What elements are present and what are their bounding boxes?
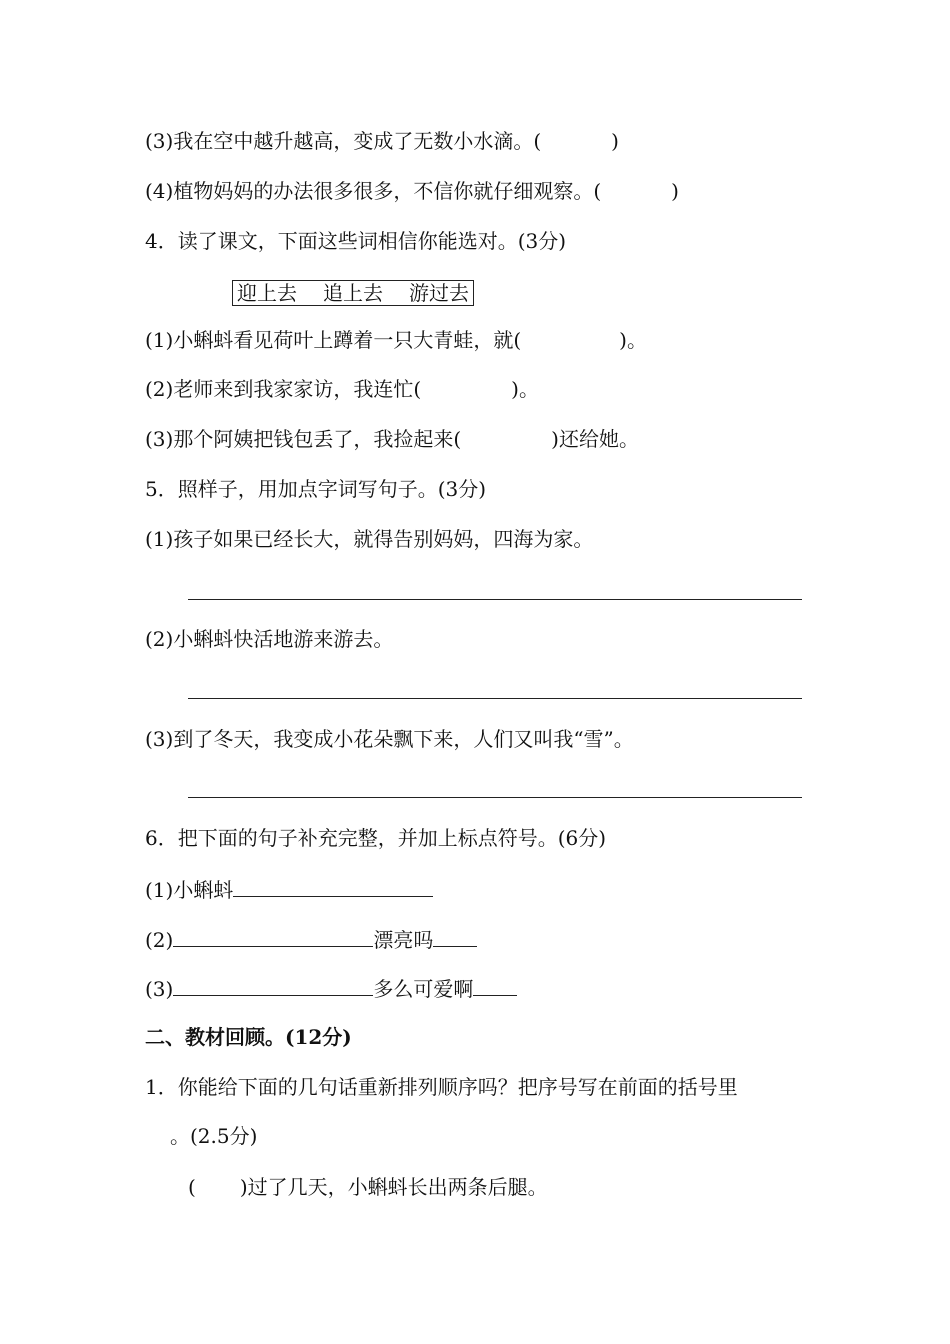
q6-item-1-blank[interactable] <box>233 874 433 897</box>
q6-item-2-punct-blank[interactable] <box>433 924 477 947</box>
q3-item-3-text: (3)我在空中越升越高，变成了无数小水滴。( <box>145 129 542 153</box>
q3-item-4: (4)植物妈妈的办法很多很多，不信你就仔细观察。( ) <box>145 179 679 203</box>
q4-item-3: (3)那个阿姨把钱包丢了，我捡起来( )还给她。 <box>145 427 639 451</box>
q3-item-3: (3)我在空中越升越高，变成了无数小水滴。( ) <box>145 129 619 153</box>
q5-answer-line-3[interactable] <box>188 797 802 798</box>
section-2-q1-line-1: 1．你能给下面的几句话重新排列顺序吗？把序号写在前面的括号里 <box>145 1075 738 1099</box>
q4-item-1: (1)小蝌蚪看见荷叶上蹲着一只大青蛙，就( )。 <box>145 328 647 352</box>
q6-item-3-blank[interactable] <box>173 973 373 996</box>
q6-item-3-punct-blank[interactable] <box>473 973 517 996</box>
q6-item-3: (3) 多么可爱啊 <box>145 973 517 1003</box>
q6-title: 6．把下面的句子补充完整，并加上标点符号。(6分) <box>145 826 607 850</box>
q6-item-2-blank[interactable] <box>173 924 373 947</box>
q4-word-box <box>232 280 474 306</box>
q4-word: 游过去 <box>409 281 469 305</box>
q6-item-1: (1)小蝌蚪 <box>145 874 433 904</box>
section-2-title: 二、教材回顾。(12分) <box>145 1025 352 1049</box>
q5-answer-line-2[interactable] <box>188 698 802 699</box>
q4-word: 迎上去 <box>237 281 297 305</box>
q4-title: 4．读了课文，下面这些词相信你能选对。(3分) <box>145 229 567 253</box>
q5-example-1: (1)孩子如果已经长大，就得告别妈妈，四海为家。 <box>145 527 594 551</box>
q3-item-4-text: (4)植物妈妈的办法很多很多，不信你就仔细观察。( <box>145 179 602 203</box>
q5-example-2: (2)小蝌蚪快活地游来游去。 <box>145 627 394 651</box>
q6-item-2: (2) 漂亮吗 <box>145 924 477 954</box>
q4-word: 追上去 <box>323 281 383 305</box>
q5-example-3: (3)到了冬天，我变成小花朵飘下来，人们又叫我“雪”。 <box>145 727 634 751</box>
section-2-q1-line-2: 。(2.5分) <box>170 1124 258 1148</box>
q5-answer-line-1[interactable] <box>188 599 802 600</box>
q4-item-2: (2)老师来到我家家访，我连忙( )。 <box>145 377 539 401</box>
q5-title: 5．照样子，用加点字词写句子。(3分) <box>145 477 487 501</box>
section-2-order-item-1: ( )过了几天，小蝌蚪长出两条后腿。 <box>188 1175 548 1199</box>
